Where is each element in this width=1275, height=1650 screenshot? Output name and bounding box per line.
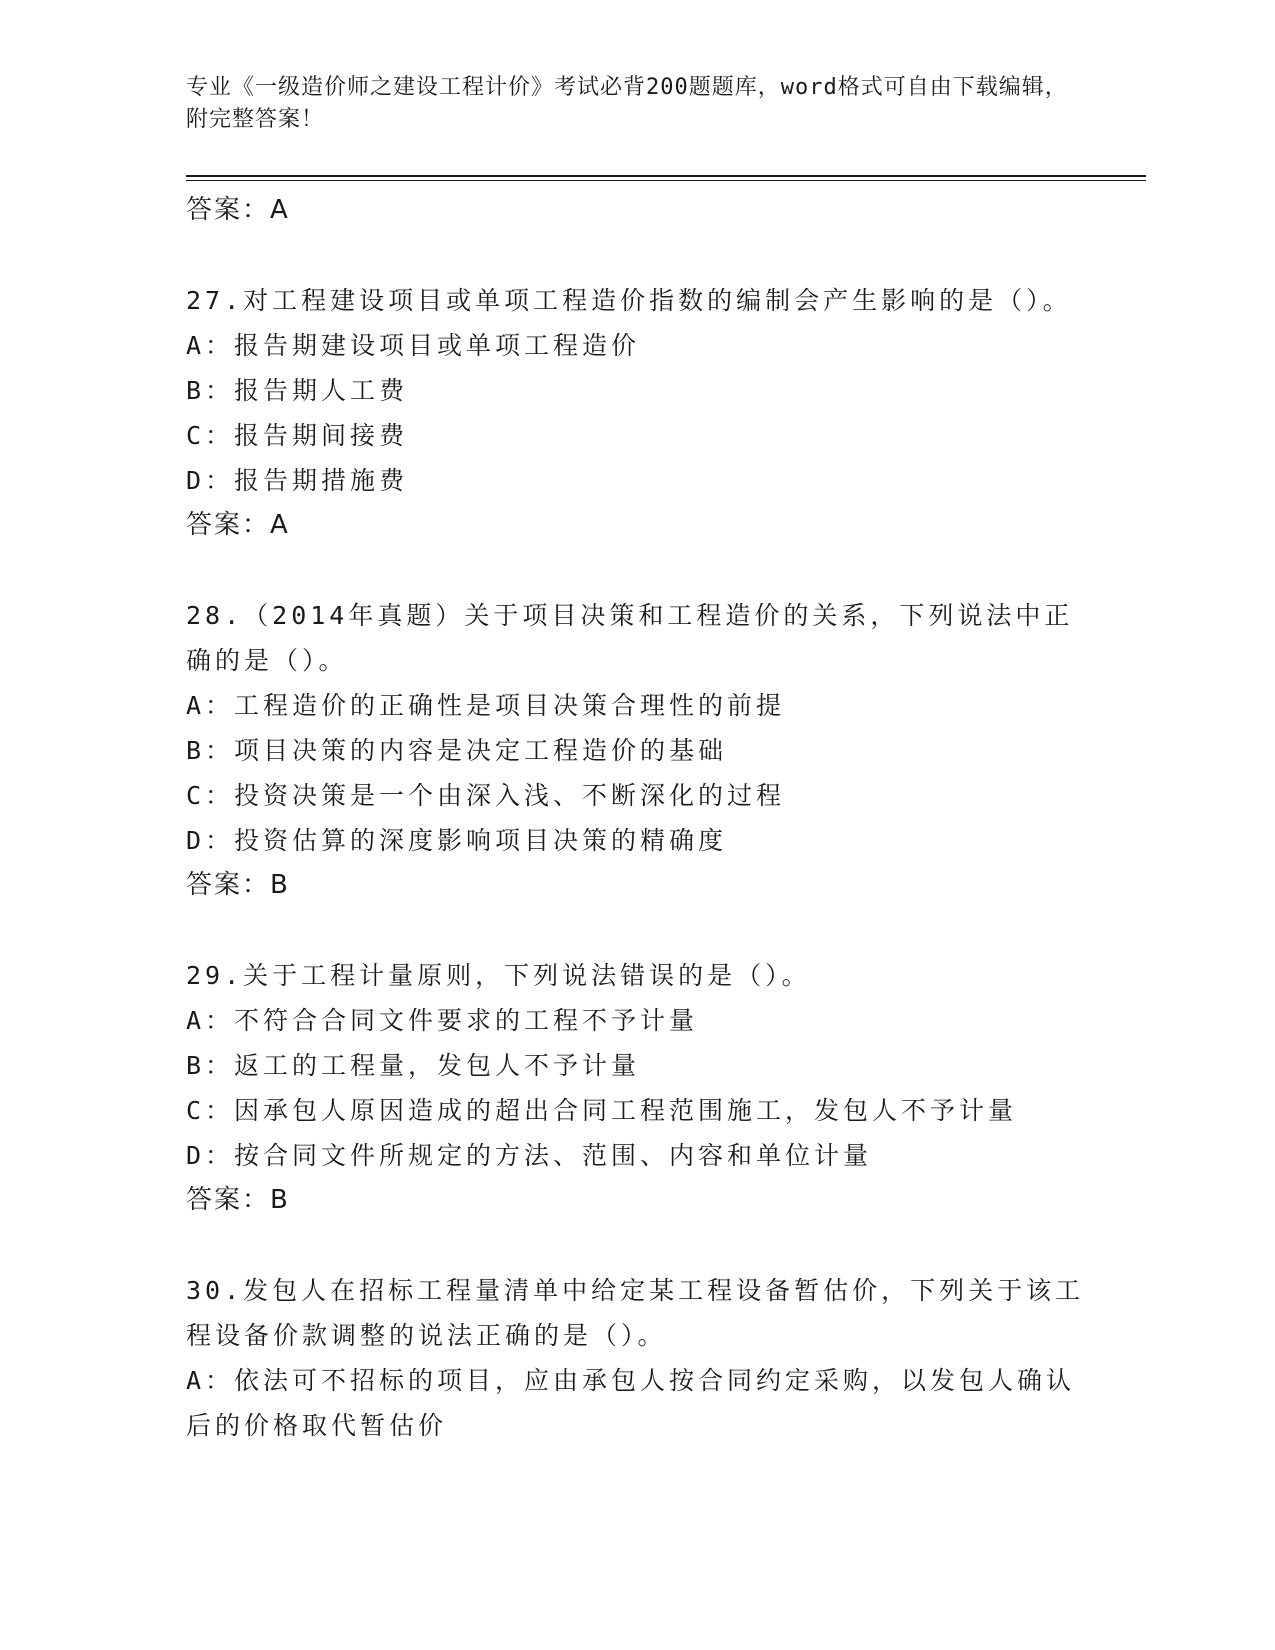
question-item bbox=[186, 1268, 1086, 1448]
header-rule-thick bbox=[186, 175, 1146, 177]
question-stem: 29.关于工程计量原则，下列说法错误的是（）。 bbox=[186, 961, 811, 990]
answer-line: 答案：B bbox=[186, 870, 290, 900]
option-a: A：不符合合同文件要求的工程不予计量 bbox=[186, 1006, 699, 1035]
header-rule-thin bbox=[186, 180, 1146, 181]
option-d: D：按合同文件所规定的方法、范围、内容和单位计量 bbox=[186, 1141, 873, 1170]
option-c: C：报告期间接费 bbox=[186, 421, 409, 450]
answer-line: 答案：B bbox=[186, 1185, 290, 1215]
spacer bbox=[186, 548, 1086, 593]
option-a: A：工程造价的正确性是项目决策合理性的前提 bbox=[186, 691, 786, 720]
option-c: C：投资决策是一个由深入浅、不断深化的过程 bbox=[186, 781, 786, 810]
option-a: A：依法可不招标的项目，应由承包人按合同约定采购，以发包人确认后的价格取代暂估价 bbox=[186, 1366, 1076, 1440]
answer-line: 答案：A bbox=[186, 195, 290, 225]
question-list bbox=[186, 188, 1086, 1448]
question-stem: 30.发包人在招标工程量清单中给定某工程设备暂估价，下列关于该工程设备价款调整的说法正确的是（）。 bbox=[186, 1276, 1085, 1350]
option-d: D：报告期措施费 bbox=[186, 466, 409, 495]
option-c: C：因承包人原因造成的超出合同工程范围施工，发包人不予计量 bbox=[186, 1096, 1018, 1125]
option-b: B：报告期人工费 bbox=[186, 376, 409, 405]
question-stem: 28.（2014年真题）关于项目决策和工程造价的关系，下列说法中正确的是（）。 bbox=[186, 601, 1074, 675]
option-b: B：返工的工程量，发包人不予计量 bbox=[186, 1051, 641, 1080]
answer-line: 答案：A bbox=[186, 510, 290, 540]
question-item bbox=[186, 953, 1086, 1223]
spacer bbox=[186, 908, 1086, 953]
question-item bbox=[186, 278, 1086, 548]
question-stem: 27.对工程建设项目或单项工程造价指数的编制会产生影响的是（）。 bbox=[186, 286, 1072, 315]
option-d: D：投资估算的深度影响项目决策的精确度 bbox=[186, 826, 728, 855]
document-header: 专业《一级造价师之建设工程计价》考试必背200题题库，word格式可自由下载编辑，附完整答案！ bbox=[186, 75, 1068, 132]
spacer bbox=[186, 1223, 1086, 1268]
spacer bbox=[186, 233, 1086, 278]
option-a: A：报告期建设项目或单项工程造价 bbox=[186, 331, 641, 360]
option-b: B：项目决策的内容是决定工程造价的基础 bbox=[186, 736, 728, 765]
question-item bbox=[186, 593, 1086, 908]
